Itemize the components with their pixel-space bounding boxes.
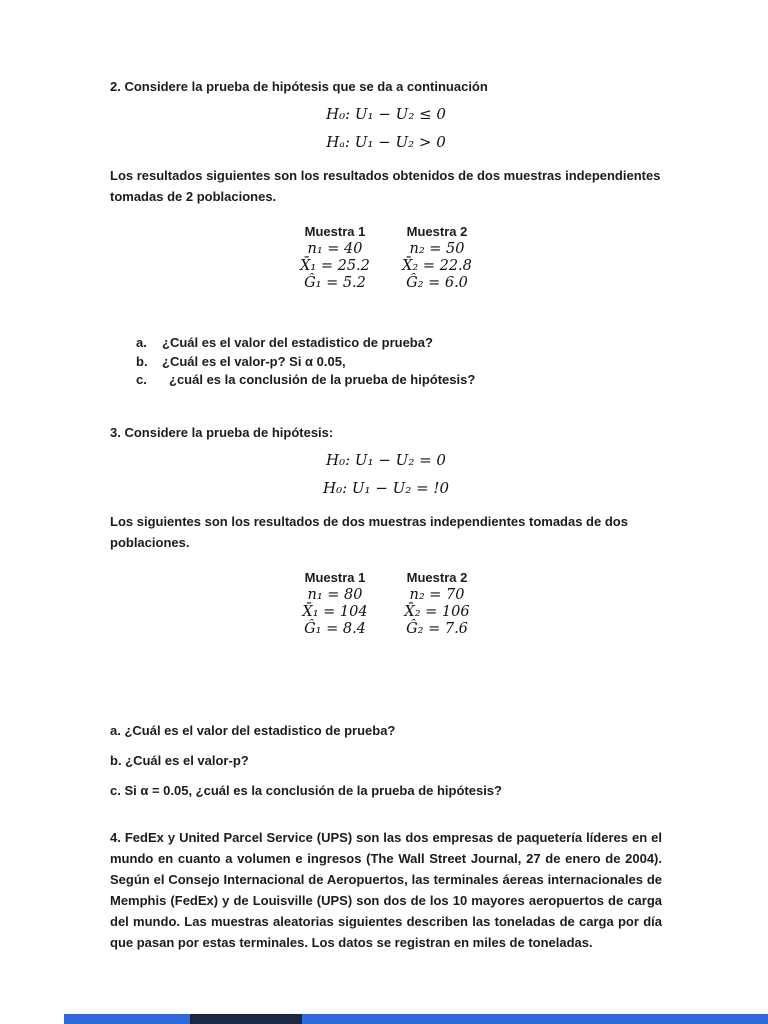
problem-4-statement: 4. FedEx y United Parcel Service (UPS) son las dos empresas de paquetería líderes en el mundo en cuanto a volumen e ingresos (The Wall Street Journal, 27 de enero de 2004). Según el Consejo Internacional de Aeropuertos, las terminales áereas internacionales de Memphis (FedEx) y de Louisville (UPS) son dos de los 10 mayores aeropuertos de carga del mundo. Las muestras aleatorias siguientes describen las toneladas de carga por día que pasan por estas terminales. Los datos se registran en miles de toneladas. xyxy=(110,829,662,950)
problem-2-null-hypothesis: H₀: U₁ − U₂ ≤ 0 xyxy=(326,105,446,123)
problem-2-question-list xyxy=(136,334,662,390)
table-header-row xyxy=(295,223,477,241)
table-header-row xyxy=(295,569,477,587)
question-label: c. xyxy=(136,372,147,387)
question-text-a: a. ¿Cuál es el valor del estadistico de prueba? xyxy=(110,722,396,738)
table-cell: X̄₁ = 25.2 xyxy=(300,258,370,274)
problem-4-section xyxy=(110,827,662,953)
table-cell: Ĝ₁ = 8.4 xyxy=(304,620,366,637)
table-row xyxy=(295,587,477,604)
question-text-c: c. Si α = 0.05, ¿cuál es la conclusión de la prueba de hipótesis? xyxy=(110,782,502,798)
question-label: a. xyxy=(136,335,147,350)
problem-2-alt-hypothesis: Hₐ: U₁ − U₂ > 0 xyxy=(326,133,446,151)
table-cell: n₂ = 70 xyxy=(409,586,465,603)
question-text: ¿cuál es la conclusión de la prueba de hipótesis? xyxy=(169,372,476,387)
table-row xyxy=(295,241,477,258)
question-item-c xyxy=(136,371,662,390)
table-header-muestra-1: Muestra 1 xyxy=(304,569,366,585)
problem-3-null-hypothesis: H₀: U₁ − U₂ = 0 xyxy=(326,450,446,469)
table-cell: Ĝ₂ = 7.6 xyxy=(406,620,468,637)
table-row xyxy=(295,621,477,638)
problem-3-sample-table xyxy=(295,569,477,638)
footer-banner[interactable] xyxy=(64,1014,768,1024)
table-row xyxy=(295,604,477,621)
problem-2-sample-table xyxy=(295,223,477,292)
problem-3-section xyxy=(110,422,662,801)
question-item-b xyxy=(136,353,662,372)
question-text: ¿Cuál es el valor del estadistico de prueba? xyxy=(162,335,433,350)
question-label: b. xyxy=(136,353,148,369)
question-text: ¿Cuál es el valor-p? Si α 0.05, xyxy=(162,353,346,369)
problem-3-alt-hypothesis: H₀: U₁ − U₂ = !0 xyxy=(322,478,449,497)
table-cell: X̄₁ = 104 xyxy=(302,603,368,620)
table-header-muestra-2: Muestra 2 xyxy=(406,569,468,585)
problem-2-heading: 2. Considere la prueba de hipótesis que se da a continuación xyxy=(110,79,488,94)
problem-2-section xyxy=(110,76,662,390)
table-cell: Ĝ₁ = 5.2 xyxy=(304,275,366,291)
table-cell: Ĝ₂ = 6.0 xyxy=(406,275,468,291)
problem-3-heading: 3. Considere la prueba de hipótesis: xyxy=(110,424,334,440)
table-row xyxy=(295,275,477,292)
problem-3-description: Los siguientes son los resultados de dos muestras independientes tomadas de dos poblaciones. xyxy=(110,513,628,550)
table-cell: X̄₂ = 106 xyxy=(404,603,470,620)
question-text-b: b. ¿Cuál es el valor-p? xyxy=(110,752,249,768)
table-row xyxy=(295,258,477,275)
table-cell: n₁ = 80 xyxy=(307,586,363,603)
problem-2-description: Los resultados siguientes son los resultados obtenidos de dos muestras independientes tomadas de 2 poblaciones. xyxy=(110,168,661,204)
table-header-muestra-2: Muestra 2 xyxy=(406,224,468,239)
table-cell: X̄₂ = 22.8 xyxy=(402,258,472,274)
question-item-a xyxy=(136,334,662,353)
table-cell: n₁ = 40 xyxy=(307,241,363,257)
table-cell: n₂ = 50 xyxy=(409,241,465,257)
problem-3-question-list xyxy=(110,720,662,801)
table-header-muestra-1: Muestra 1 xyxy=(304,224,366,239)
footer-banner-dark-segment xyxy=(190,1014,302,1024)
